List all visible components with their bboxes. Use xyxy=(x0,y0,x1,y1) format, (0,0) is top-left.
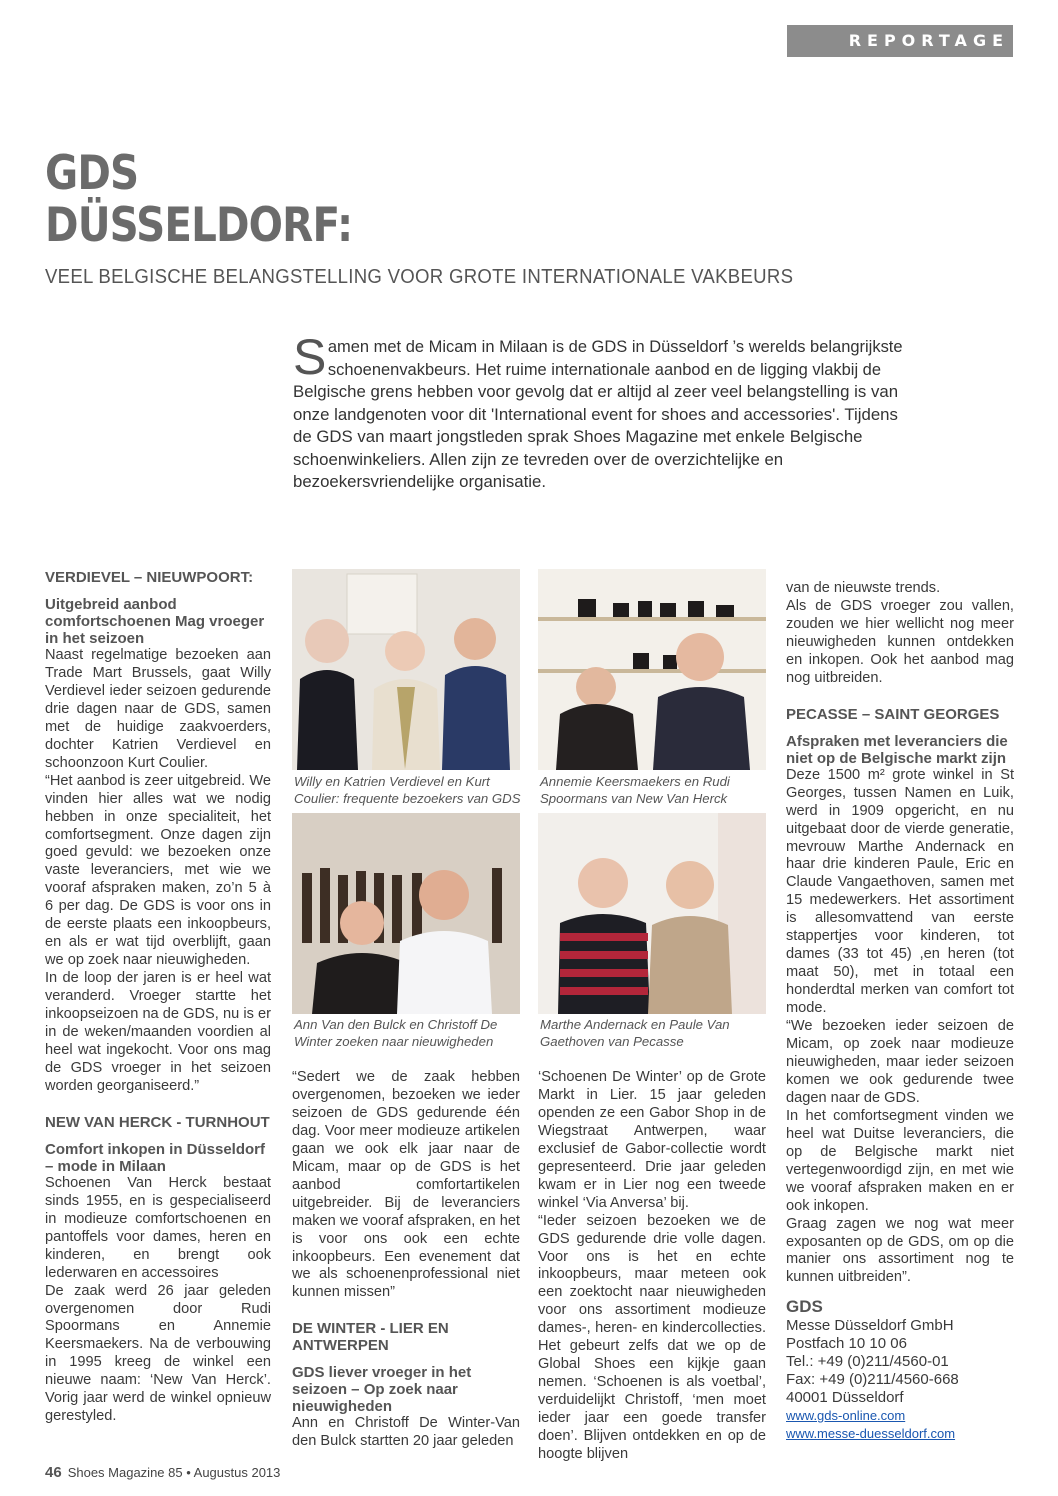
article-column-4 xyxy=(786,580,1014,1443)
page-number: 46 xyxy=(45,1464,62,1481)
body-paragraph: Schoenen Van Herck bestaat sinds 1955, en is gespecialiseerd in modieuze comfortschoenen en pantoffels voor dames, heren en kinderen, en brengt ook lederwaren en accessoires xyxy=(45,1174,271,1281)
body-paragraph: “Ieder seizoen bezoeken we de GDS gedurende drie volle dagen. Voor ons is het en echte inkoopbeurs, maar meteen ook een zoektocht naar nieuwigheden voor ons assortiment modieuze dames-, heren- en kindercollecties. Het gebeurt zelfs dat we op de Global Shoes een kijkje gaan nemen. ‘Schoenen is als voetbal’, verduidelijkt Christoff, ‘men moet ieder jaar een goede transfer doen’. Blijven ontdekken en op de hoogte blijven xyxy=(538,1212,766,1463)
section-heading: VERDIEVEL – NIEUWPOORT: xyxy=(45,569,254,586)
contact-line: Tel.: +49 (0)211/4560-01 xyxy=(786,1353,949,1371)
body-paragraph: De zaak werd 26 jaar geleden overgenomen door Rudi Spoormans en Annemie Keersmaekers. Na de verbouwing in 1995 kreeg de winkel een nieuwe naam: ‘New Van Herck’. Vorig jaar werd de winkel opnieuw gerestyled. xyxy=(45,1282,271,1425)
body-paragraph: “Het aanbod is zeer uitgebreid. We vinden hier alles wat we nodig hebben in onze specialiteit, het comfortsegment. Onze dagen zijn goed gevuld: we bezoeken onze vaste leveranciers, met wie we vooraf afspraken maken, zo’n 5 à 6 per dag. De GDS is voor ons in de eerste plaats een inkoopbeurs, en als er wat tijd overblijft, gaan we op zoek naar nieuwigheden. xyxy=(45,772,271,969)
body-paragraph: In het comfortsegment vinden we heel wat Duitse leveranciers, die op de Belgische markt niet vertegenwoordigd zijn, en met wie we vooraf afspraken maken en er ook inkopen. xyxy=(786,1107,1014,1214)
article-column-2 xyxy=(292,1069,520,1451)
page-title xyxy=(45,148,647,252)
body-paragraph: Deze 1500 m² grote winkel in St Georges, tussen Namen en Luik, werd in 1909 opgericht, en nu uitgebaat door de vierde generatie, mevrouw Marthe Andernack en haar drie kinderen Paule, Eric en Claude Vangaethoven, samen met 15 medewerkers. Het assortiment is allesomvattend van eerste stappertjes voor kinderen, tot dames (33 tot 45) ,en heren (tot maat 50), met in totaal een honderdtal merken van comfort tot mode. xyxy=(786,766,1014,1017)
footer-text: Shoes Magazine 85 • Augustus 2013 xyxy=(67,1465,281,1480)
intro-line: de GDS van maart jongstleden sprak Shoes Magazine met enkele Belgische xyxy=(293,427,863,446)
contact-line: Messe Düsseldorf GmbH xyxy=(786,1317,954,1335)
photo-new-van-herck xyxy=(538,569,766,770)
title-line-2: DÜSSELDORF: xyxy=(45,198,353,253)
intro-paragraph xyxy=(293,329,933,494)
body-paragraph: In de loop der jaren is er heel wat veranderd. Vroeger startte het inkoopseizoen na de GDS, nu is er in de weken/maanden voordien al heel wat ingekocht. Voor ons mag de GDS vroeger in het seizoen worden georganiseerd.” xyxy=(45,970,271,1094)
section-banner: REPORTAGE xyxy=(787,25,1013,57)
section-subheading: Comfort inkopen in Düsseldorf – mode in Milaan xyxy=(45,1140,266,1175)
photo-caption: Ann Van den Bulck en Christoff De Winter zoeken naar nieuwigheden xyxy=(294,1017,498,1049)
section-subheading: Uitgebreid aanbod comfortschoenen Mag vroeger in het seizoen xyxy=(45,596,265,647)
section-heading: NEW VAN HERCK - TURNHOUT xyxy=(45,1113,270,1131)
photo-pecasse xyxy=(538,813,766,1014)
contact-line: 40001 Düsseldorf xyxy=(786,1389,904,1407)
intro-line: amen met de Micam in Milaan is de GDS in Düsseldorf ’s werelds belangrijkste xyxy=(327,337,903,356)
title-line-1: GDS xyxy=(45,146,139,201)
photo-caption: Annemie Keersmaekers en Rudi Spoormans van New Van Herck xyxy=(540,774,730,806)
photo-verdievel xyxy=(292,569,520,770)
section-heading: PECASSE – SAINT GEORGES xyxy=(786,705,1000,723)
article-column-1 xyxy=(45,569,271,1426)
contact-line: Postfach 10 10 06 xyxy=(786,1335,907,1353)
intro-line: schoenwinkeliers. Allen zijn ze tevreden over de overzichtelijke en xyxy=(293,449,784,469)
dropcap: S xyxy=(293,329,327,385)
website-link[interactable]: www.gds-online.com xyxy=(786,1408,906,1424)
contact-line: Fax: +49 (0)211/4560-668 xyxy=(786,1371,959,1389)
body-paragraph: van de nieuwste trends. xyxy=(786,580,941,596)
contact-title: GDS xyxy=(786,1297,823,1317)
article-column-3 xyxy=(538,1069,766,1464)
photo-de-winter xyxy=(292,813,520,1014)
intro-line: Belgische grens hebben voor gevolg dat er altijd al zeer veel belangstelling is van xyxy=(293,382,899,401)
section-heading: DE WINTER - LIER EN ANTWERPEN xyxy=(292,1320,449,1355)
body-paragraph: ‘Schoenen De Winter’ op de Grote Markt in Lier. 15 jaar geleden openden ze een Gabor Shop in de Wiegstraat Antwerpen, waar exclusief de Gabor-collectie wordt gepresenteerd. Drie jaar geleden kwam er in Lier nog een tweede winkel ‘Via Anversa’ bij. xyxy=(538,1069,766,1211)
intro-line: onze landgenoten voor dit 'International event for shoes and accessories'. Tijdens xyxy=(293,404,898,424)
photo-caption: Marthe Andernack en Paule Van Gaethoven van Pecasse xyxy=(540,1017,730,1049)
body-paragraph: Graag zagen we nog wat meer exposanten op de GDS, om op die manier ons assortiment nog te kunnen uitbreiden”. xyxy=(786,1215,1014,1286)
body-paragraph: “Sedert we de zaak hebben overgenomen, bezoeken we ieder seizoen de GDS gedurende één dag. Voor meer modieuze artikelen gaan we ook elk jaar naar de Micam, maar op de GDS is het aanbod comfortartikelen uitgebreider. Bij de leveranciers maken we vooraf afspraken, en het is voor ons ook een echte inkoopbeurs. Een evenement dat we als schoenenprofessional niet kunnen missen” xyxy=(292,1069,520,1301)
body-paragraph: “We bezoeken ieder seizoen de Micam, op zoek naar modieuze nieuwigheden, maar ieder seizoen komen we ook gedurende twee dagen naar de GDS. xyxy=(786,1018,1014,1106)
website-link[interactable]: www.messe-duesseldorf.com xyxy=(786,1426,956,1442)
body-paragraph: Naast regelmatige bezoeken aan Trade Mart Brussels, gaat Willy Verdievel ieder seizoen gedurende drie dagen naar de GDS, samen met de huidige zaakvoerders, dochter Katrien Verdievel en schoonzoon Kurt Coulier. xyxy=(45,647,271,771)
intro-line: schoenenvakbeurs. Het ruime internationale aanbod en de ligging vlakbij de xyxy=(327,359,882,379)
page-subtitle: VEEL BELGISCHE BELANGSTELLING VOOR GROTE INTERNATIONALE VAKBEURS xyxy=(45,266,794,288)
section-subheading: GDS liever vroeger in het seizoen – Op zoek naar nieuwigheden xyxy=(292,1364,472,1416)
photo-caption: Willy en Katrien Verdievel en Kurt Coulier: frequente bezoekers van GDS xyxy=(294,774,521,806)
page-footer xyxy=(45,1464,280,1481)
body-paragraph: Als de GDS vroeger zou vallen, zouden we hier wellicht nog meer nieuwigheden kunnen ontdekken en inkopen. Ook het aanbod mag nog uitbreiden. xyxy=(786,597,1014,686)
body-paragraph: Ann en Christoff De Winter-Van den Bulck startten 20 jaar geleden xyxy=(292,1415,520,1450)
section-subheading: Afspraken met leveranciers die niet op de Belgische markt zijn xyxy=(786,732,1008,767)
intro-line: bezoekersvriendelijke organisatie. xyxy=(293,472,547,491)
